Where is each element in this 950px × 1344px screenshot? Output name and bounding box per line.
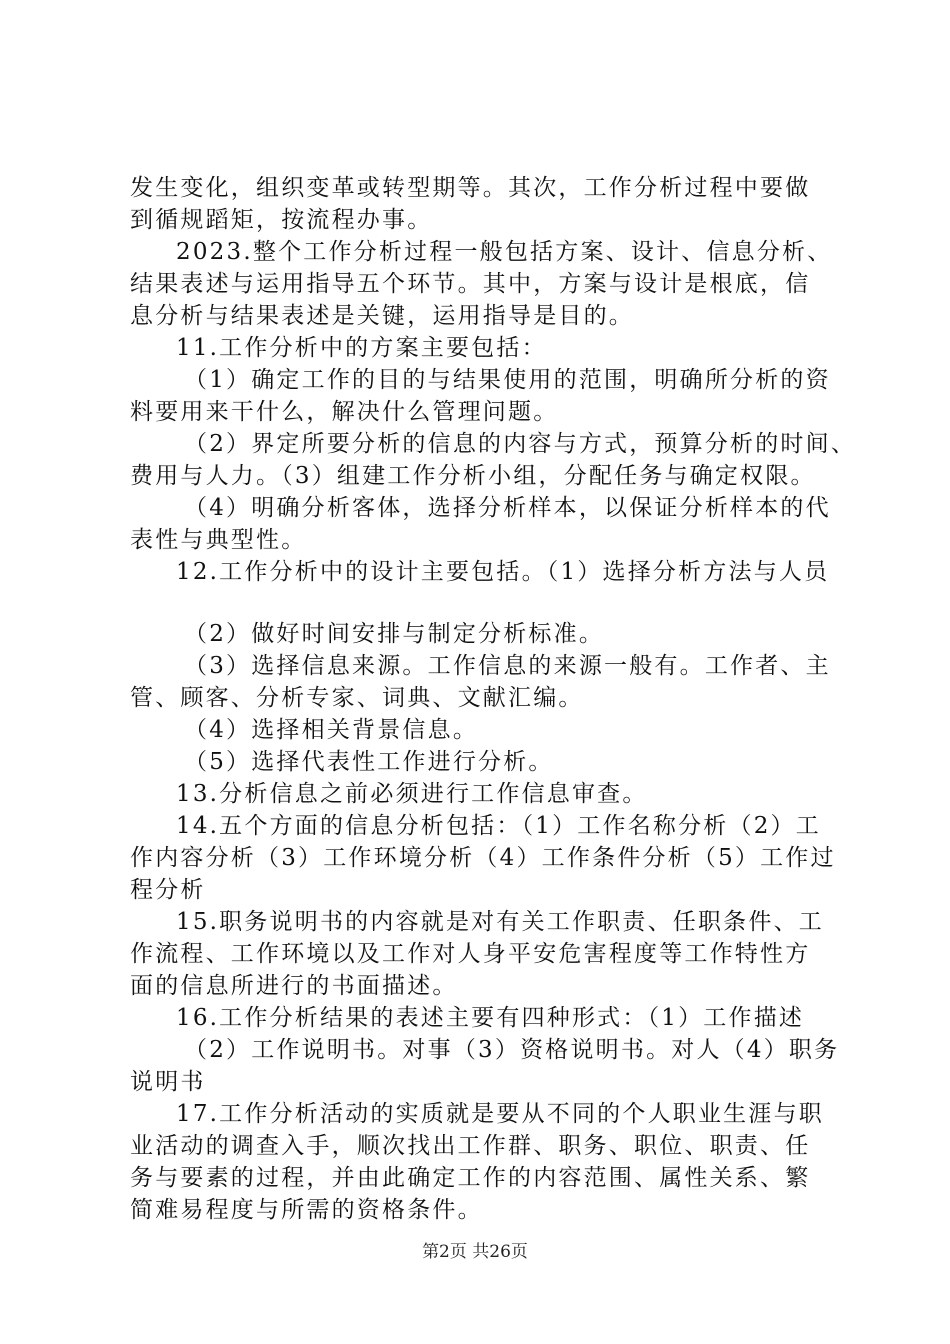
text-line: 发生变化，组织变革或转型期等。其次，工作分析过程中要做 [130,175,811,201]
paragraph-start: 15.职务说明书的内容就是对有关工作职责、任职条件、工 [176,909,824,935]
list-item-start: （1）确定工作的目的与结果使用的范围，明确所分析的资 [184,367,831,393]
text-line: 说明书 [130,1069,206,1095]
paragraph-start: 14.五个方面的信息分析包括：（1）工作名称分析（2）工 [176,813,821,839]
paragraph-start: 2023.整个工作分析过程一般包括方案、设计、信息分析、 [176,239,833,265]
list-item-start: （4）选择相关背景信息。 [184,717,479,743]
list-item-start: （2）工作说明书。对事（3）资格说明书。对人（4）职务 [184,1037,840,1063]
text-line: 务与要素的过程，并由此确定工作的内容范围、属性关系、繁 [130,1165,811,1191]
document-body [130,172,857,1226]
text-line: 费用与人力。（3）组建工作分析小组，分配任务与确定权限。 [130,463,816,489]
list-item-start: （3）选择信息来源。工作信息的来源一般有。工作者、主 [184,653,831,679]
text-line: 到循规蹈矩，按流程办事。 [130,207,433,233]
paragraph-start: 17.工作分析活动的实质就是要从不同的个人职业生涯与职 [176,1101,824,1127]
text-line: 简难易程度与所需的资格条件。 [130,1197,483,1223]
text-line: 结果表述与运用指导五个环节。其中，方案与设计是根底，信 [130,271,811,297]
page-number-footer: 第2页 共26页 [422,1242,528,1262]
list-item-start: （2）做好时间安排与制定分析标准。 [184,621,605,647]
text-line: 业活动的调查入手，顺次找出工作群、职务、职位、职责、任 [130,1133,811,1159]
text-line: 料要用来干什么，解决什么管理问题。 [130,399,559,425]
text-line: 作内容分析（3）工作环境分析（4）工作条件分析（5）工作过 [130,845,836,871]
paragraph-start: 11.工作分析中的方案主要包括： [176,335,547,361]
text-line: 程分析 [130,877,206,903]
paragraph-start: 16.工作分析结果的表述主要有四种形式：（1）工作描述 [176,1005,805,1031]
text-line: 表性与典型性。 [130,527,307,553]
text-line: 面的信息所进行的书面描述。 [130,973,458,999]
list-item-start: （2）界定所要分析的信息的内容与方式，预算分析的时间、 [184,431,857,457]
blank-gap [130,588,835,618]
paragraph-start: 12.工作分析中的设计主要包括。（1）选择分析方法与人员 [176,559,830,585]
text-line: 管、顾客、分析专家、词典、文献汇编。 [130,685,584,711]
text-line: 息分析与结果表述是关键，运用指导是目的。 [130,303,634,329]
paragraph-start: 13.分析信息之前必须进行工作信息审查。 [176,781,648,807]
list-item-start: （5）选择代表性工作进行分析。 [184,749,554,775]
text-line: 作流程、工作环境以及工作对人身平安危害程度等工作特性方 [130,941,811,967]
list-item-start: （4）明确分析客体，选择分析样本，以保证分析样本的代 [184,495,831,521]
